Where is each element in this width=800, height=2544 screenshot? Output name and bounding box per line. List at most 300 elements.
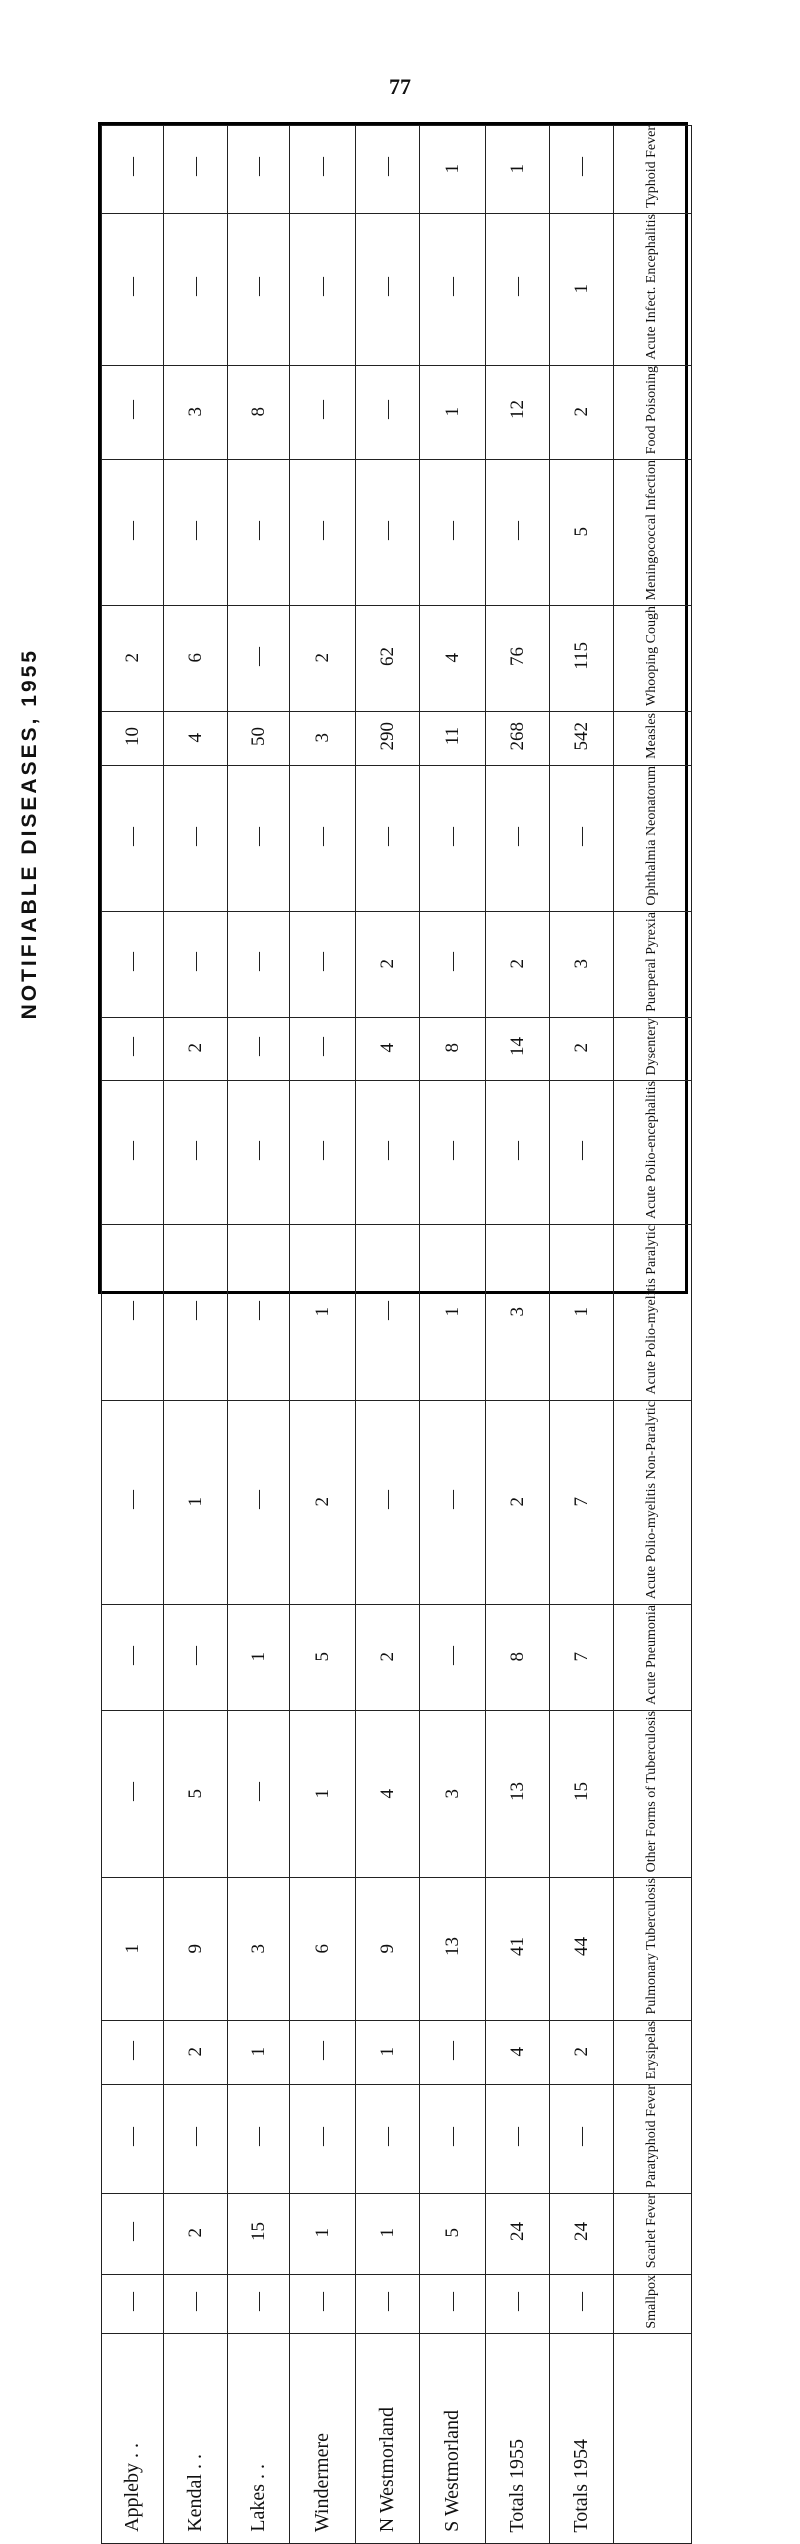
table-cell [550, 1017, 614, 1081]
table-cell [550, 1400, 614, 1604]
table-cell [420, 606, 486, 712]
table-cell [420, 2020, 486, 2084]
table-cell [102, 2194, 164, 2274]
table-cell [550, 606, 614, 712]
table-cell [356, 1878, 420, 2021]
cell-value: — [311, 952, 333, 972]
district-name: Windermere [311, 2433, 333, 2533]
table-cell [486, 2085, 550, 2194]
table-cell [356, 1605, 420, 1711]
cell-value: 1 [441, 163, 463, 174]
table-cell [550, 2274, 614, 2334]
table-cell [228, 213, 290, 365]
table-cell [164, 459, 228, 605]
table-cell [102, 1711, 164, 1878]
table-cell [356, 606, 420, 712]
column-header-label: Acute Polio-encephalitis [644, 1081, 660, 1220]
table-row [102, 126, 692, 214]
table-cell [550, 1081, 614, 1225]
cell-value: — [311, 400, 333, 420]
table-cell [290, 365, 356, 459]
cell-value: 3 [184, 406, 206, 417]
cell-value: — [441, 1645, 463, 1665]
table-cell [420, 1081, 486, 1225]
table-cell [102, 126, 164, 214]
column-header [614, 606, 692, 712]
table-row [102, 459, 692, 605]
table-row [102, 1225, 692, 1401]
cell-value: — [121, 157, 143, 177]
table-cell [290, 459, 356, 605]
table-cell [164, 766, 228, 912]
table-cell [356, 1081, 420, 1225]
cell-value: 1 [184, 1496, 206, 1507]
column-header-label: Acute Infect. Encephalitis [644, 213, 660, 360]
cell-value: 2 [184, 2047, 206, 2057]
cell-value: — [441, 1140, 463, 1160]
cell-value: 50 [247, 726, 269, 746]
table-cell [486, 213, 550, 365]
cell-value: — [376, 1140, 398, 1160]
cell-value: — [570, 157, 592, 177]
cell-value: — [311, 520, 333, 540]
table-cell [164, 911, 228, 1017]
table-cell [420, 2194, 486, 2274]
table-grid [101, 125, 692, 2544]
cell-value: — [570, 2291, 592, 2311]
cell-value: — [121, 1036, 143, 1056]
column-header [614, 2085, 692, 2194]
table-cell [550, 766, 614, 912]
cell-value: — [121, 2040, 143, 2060]
table-cell [420, 1017, 486, 1081]
district-name: Kendal . . [184, 2454, 206, 2533]
table-cell [486, 1017, 550, 1081]
cell-value: — [441, 2291, 463, 2311]
column-header [614, 712, 692, 766]
table-row [102, 2194, 692, 2274]
table-cell [420, 2085, 486, 2194]
cell-value: — [441, 520, 463, 540]
table-cell [102, 1017, 164, 1081]
table-cell [420, 459, 486, 605]
table-cell [486, 911, 550, 1017]
table-row [102, 606, 692, 712]
column-header [614, 766, 692, 912]
column-header [614, 2194, 692, 2274]
column-header-label: Acute Polio-myelitis Paralytic [644, 1225, 660, 1395]
column-header [614, 2020, 692, 2084]
cell-value: — [121, 2221, 143, 2241]
cell-value: — [184, 2127, 206, 2147]
table-row [102, 365, 692, 459]
cell-value: 13 [441, 1937, 463, 1957]
cell-value: — [247, 646, 269, 666]
table-cell [486, 1605, 550, 1711]
cell-value: 3 [506, 1307, 528, 1317]
cell-value: — [311, 1036, 333, 1056]
table-cell [486, 606, 550, 712]
table-cell [164, 126, 228, 214]
column-header [614, 1081, 692, 1225]
table-cell [102, 1225, 164, 1401]
column-header-label: Acute Polio-myelitis Non-Paralytic [644, 1400, 660, 1600]
table-cell [228, 911, 290, 1017]
cell-value: 2 [570, 1043, 592, 1053]
cell-value: 2 [376, 958, 398, 969]
cell-value: 1 [506, 163, 528, 174]
table-cell [164, 2085, 228, 2194]
cell-value: 5 [441, 2228, 463, 2238]
district-name: Lakes . . [247, 2464, 269, 2533]
cell-value: — [376, 520, 398, 540]
table-cell [420, 1878, 486, 2021]
table-cell [420, 1400, 486, 1604]
cell-value: 2 [311, 1496, 333, 1507]
table-cell [290, 911, 356, 1017]
table-cell [356, 1711, 420, 1878]
table-cell [486, 1878, 550, 2021]
cell-value: — [311, 277, 333, 297]
table-cell [550, 2020, 614, 2084]
column-header [614, 459, 692, 605]
cell-value: 9 [184, 1943, 206, 1954]
table-cell [102, 911, 164, 1017]
table-cell [550, 365, 614, 459]
table-row [102, 1400, 692, 1604]
cell-value: 1 [311, 1788, 333, 1799]
district-label [290, 2334, 356, 2544]
corner-cell [614, 2334, 692, 2544]
cell-value: — [376, 2291, 398, 2311]
table-cell [550, 712, 614, 766]
table-cell [486, 2274, 550, 2334]
column-header-label: Scarlet Fever [644, 2194, 660, 2269]
cell-value: — [247, 1300, 269, 1320]
district-label [356, 2334, 420, 2544]
table-cell [102, 1878, 164, 2021]
cell-value: 10 [121, 726, 143, 746]
table-cell [164, 712, 228, 766]
cell-value: — [184, 520, 206, 540]
column-header-label: Dysentery [644, 1017, 660, 1076]
table-cell [290, 1017, 356, 1081]
table-cell [102, 766, 164, 912]
running-title: NOTIFIABLE DISEASES, 1955 [18, 648, 41, 1020]
table-cell [228, 1605, 290, 1711]
cell-value: 14 [506, 1036, 528, 1056]
table-cell [164, 1017, 228, 1081]
cell-value: — [184, 277, 206, 297]
table-cell [290, 2020, 356, 2084]
district-name: Totals 1954 [570, 2438, 592, 2533]
cell-value: 4 [376, 1788, 398, 1799]
cell-value: — [247, 1782, 269, 1802]
cell-value: — [184, 1300, 206, 1320]
cell-value: 62 [376, 646, 398, 666]
table-cell [420, 213, 486, 365]
column-header [614, 911, 692, 1017]
district-label [228, 2334, 290, 2544]
table-cell [420, 1711, 486, 1878]
district-label-row [102, 2334, 692, 2544]
cell-value: 4 [506, 2047, 528, 2057]
table-row [102, 2274, 692, 2334]
column-header [614, 126, 692, 214]
district-name: Totals 1955 [506, 2438, 528, 2533]
table-cell [102, 365, 164, 459]
cell-value: — [121, 1645, 143, 1665]
cell-value: 2 [376, 1652, 398, 1662]
cell-value: — [121, 1490, 143, 1510]
table-cell [356, 766, 420, 912]
cell-value: 8 [247, 406, 269, 417]
column-header [614, 1017, 692, 1081]
cell-value: — [311, 157, 333, 177]
table-cell [290, 126, 356, 214]
table-cell [356, 126, 420, 214]
table-cell [356, 2274, 420, 2334]
table-cell [102, 2274, 164, 2334]
cell-value: — [247, 826, 269, 846]
table-cell [290, 2274, 356, 2334]
cell-value: 2 [121, 653, 143, 663]
cell-value: — [184, 952, 206, 972]
cell-value: — [247, 952, 269, 972]
district-label [102, 2334, 164, 2544]
table-row [102, 1711, 692, 1878]
cell-value: 1 [570, 1307, 592, 1317]
table-cell [228, 2194, 290, 2274]
table-cell [164, 1878, 228, 2021]
cell-value: — [376, 1300, 398, 1320]
table-cell [164, 1400, 228, 1604]
cell-value: — [247, 1036, 269, 1056]
column-header [614, 213, 692, 365]
table-cell [290, 766, 356, 912]
cell-value: 3 [311, 733, 333, 743]
cell-value: 4 [376, 1043, 398, 1053]
cell-value: 41 [506, 1937, 528, 1957]
cell-value: — [441, 952, 463, 972]
table-row [102, 2020, 692, 2084]
column-header-label: Puerperal Pyrexia [644, 911, 660, 1012]
cell-value: 1 [441, 1307, 463, 1317]
cell-value: — [506, 1140, 528, 1160]
table-row [102, 1017, 692, 1081]
table-cell [228, 459, 290, 605]
table-cell [356, 2085, 420, 2194]
table-cell [228, 1225, 290, 1401]
table-cell [420, 1225, 486, 1401]
table-cell [164, 1081, 228, 1225]
table-cell [486, 459, 550, 605]
table-cell [228, 126, 290, 214]
cell-value: 4 [184, 733, 206, 743]
table-cell [550, 1878, 614, 2021]
cell-value: 6 [311, 1943, 333, 1954]
cell-value: — [121, 277, 143, 297]
column-header [614, 1225, 692, 1401]
cell-value: — [247, 277, 269, 297]
table-cell [486, 126, 550, 214]
table-cell [164, 2194, 228, 2274]
cell-value: — [247, 520, 269, 540]
cell-value: 8 [506, 1652, 528, 1662]
table-cell [486, 1711, 550, 1878]
table-cell [164, 2020, 228, 2084]
table-cell [356, 2020, 420, 2084]
cell-value: 3 [441, 1788, 463, 1799]
cell-value: 1 [376, 2228, 398, 2238]
column-header-label: Other Forms of Tuberculosis [644, 1711, 660, 1873]
cell-value: — [311, 1140, 333, 1160]
cell-value: 3 [247, 1943, 269, 1954]
cell-value: 24 [570, 2221, 592, 2241]
table-cell [228, 1400, 290, 1604]
table-cell [102, 1400, 164, 1604]
column-header [614, 1400, 692, 1604]
cell-value: — [121, 826, 143, 846]
column-header-label: Whooping Cough [644, 606, 660, 707]
cell-value: 1 [311, 1307, 333, 1317]
cell-value: — [311, 2040, 333, 2060]
table-cell [164, 1605, 228, 1711]
table-cell [420, 1605, 486, 1711]
table-cell [290, 2194, 356, 2274]
cell-value: — [121, 2291, 143, 2311]
table-cell [420, 126, 486, 214]
table-cell [164, 365, 228, 459]
column-header-label: Paratyphoid Fever [644, 2085, 660, 2189]
table-cell [486, 1400, 550, 1604]
column-header [614, 1711, 692, 1878]
table-cell [228, 2085, 290, 2194]
cell-value: 8 [441, 1043, 463, 1053]
table-cell [102, 2020, 164, 2084]
cell-value: — [247, 157, 269, 177]
table-cell [290, 606, 356, 712]
cell-value: 3 [570, 958, 592, 969]
cell-value: — [376, 826, 398, 846]
district-label [164, 2334, 228, 2544]
table-cell [420, 365, 486, 459]
cell-value: 24 [506, 2221, 528, 2241]
table-cell [290, 2085, 356, 2194]
table-cell [550, 1711, 614, 1878]
column-header-label: Smallpox [644, 2274, 660, 2329]
cell-value: — [570, 2127, 592, 2147]
cell-value: 15 [247, 2221, 269, 2241]
district-name: S Westmorland [441, 2410, 463, 2533]
cell-value: — [121, 1140, 143, 1160]
table-cell [356, 213, 420, 365]
cell-value: 44 [570, 1937, 592, 1957]
table-row [102, 1878, 692, 2021]
cell-value: — [121, 520, 143, 540]
table-row [102, 766, 692, 912]
table-cell [356, 2194, 420, 2274]
column-header-label: Typhoid Fever [644, 126, 660, 208]
table-cell [290, 712, 356, 766]
cell-value: — [311, 2127, 333, 2147]
table-cell [486, 2194, 550, 2274]
table-cell [486, 712, 550, 766]
table-cell [290, 1878, 356, 2021]
cell-value: — [376, 157, 398, 177]
table-cell [550, 911, 614, 1017]
cell-value: 268 [506, 721, 528, 751]
cell-value: 1 [570, 283, 592, 294]
table-row [102, 213, 692, 365]
table-cell [228, 712, 290, 766]
cell-value: 7 [570, 1496, 592, 1507]
table-cell [550, 213, 614, 365]
cell-value: 2 [570, 406, 592, 417]
cell-value: — [376, 1490, 398, 1510]
district-name: Appleby . . [121, 2443, 143, 2533]
cell-value: 1 [247, 1652, 269, 1662]
cell-value: 1 [247, 2047, 269, 2057]
cell-value: — [121, 400, 143, 420]
cell-value: 7 [570, 1652, 592, 1662]
cell-value: 6 [184, 653, 206, 663]
cell-value: — [247, 2291, 269, 2311]
table-cell [228, 1711, 290, 1878]
table-cell [102, 1081, 164, 1225]
cell-value: — [184, 826, 206, 846]
column-header-label: Food Poisoning [644, 365, 660, 454]
table-cell [228, 1878, 290, 2021]
table-cell [486, 2020, 550, 2084]
cell-value: 2 [506, 1496, 528, 1507]
cell-value: 2 [184, 2228, 206, 2238]
cell-value: — [506, 520, 528, 540]
page-number: 77 [389, 74, 411, 99]
cell-value: — [121, 2127, 143, 2147]
table-cell [486, 766, 550, 912]
cell-value: — [506, 277, 528, 297]
table-cell [486, 365, 550, 459]
table-cell [164, 606, 228, 712]
cell-value: 542 [570, 721, 592, 751]
table-cell [486, 1225, 550, 1401]
table-cell [164, 1225, 228, 1401]
table-cell [290, 1605, 356, 1711]
cell-value: — [570, 826, 592, 846]
totals-label [550, 2334, 614, 2544]
table-cell [228, 2274, 290, 2334]
table-cell [486, 1081, 550, 1225]
table-cell [290, 1225, 356, 1401]
cell-value: — [506, 2291, 528, 2311]
cell-value: — [121, 1300, 143, 1320]
column-header-label: Meningococcal Infection [644, 459, 660, 601]
table-cell [356, 1017, 420, 1081]
table-cell [550, 459, 614, 605]
cell-value: — [506, 2127, 528, 2147]
table-cell [356, 1225, 420, 1401]
cell-value: 2 [184, 1043, 206, 1053]
cell-value: 2 [570, 2047, 592, 2057]
column-header-label: Erysipelas [644, 2020, 660, 2080]
table-cell [228, 2020, 290, 2084]
column-header-label: Measles [644, 713, 660, 760]
cell-value: — [376, 277, 398, 297]
cell-value: — [441, 277, 463, 297]
notifications-table [98, 122, 688, 2533]
district-label [420, 2334, 486, 2544]
